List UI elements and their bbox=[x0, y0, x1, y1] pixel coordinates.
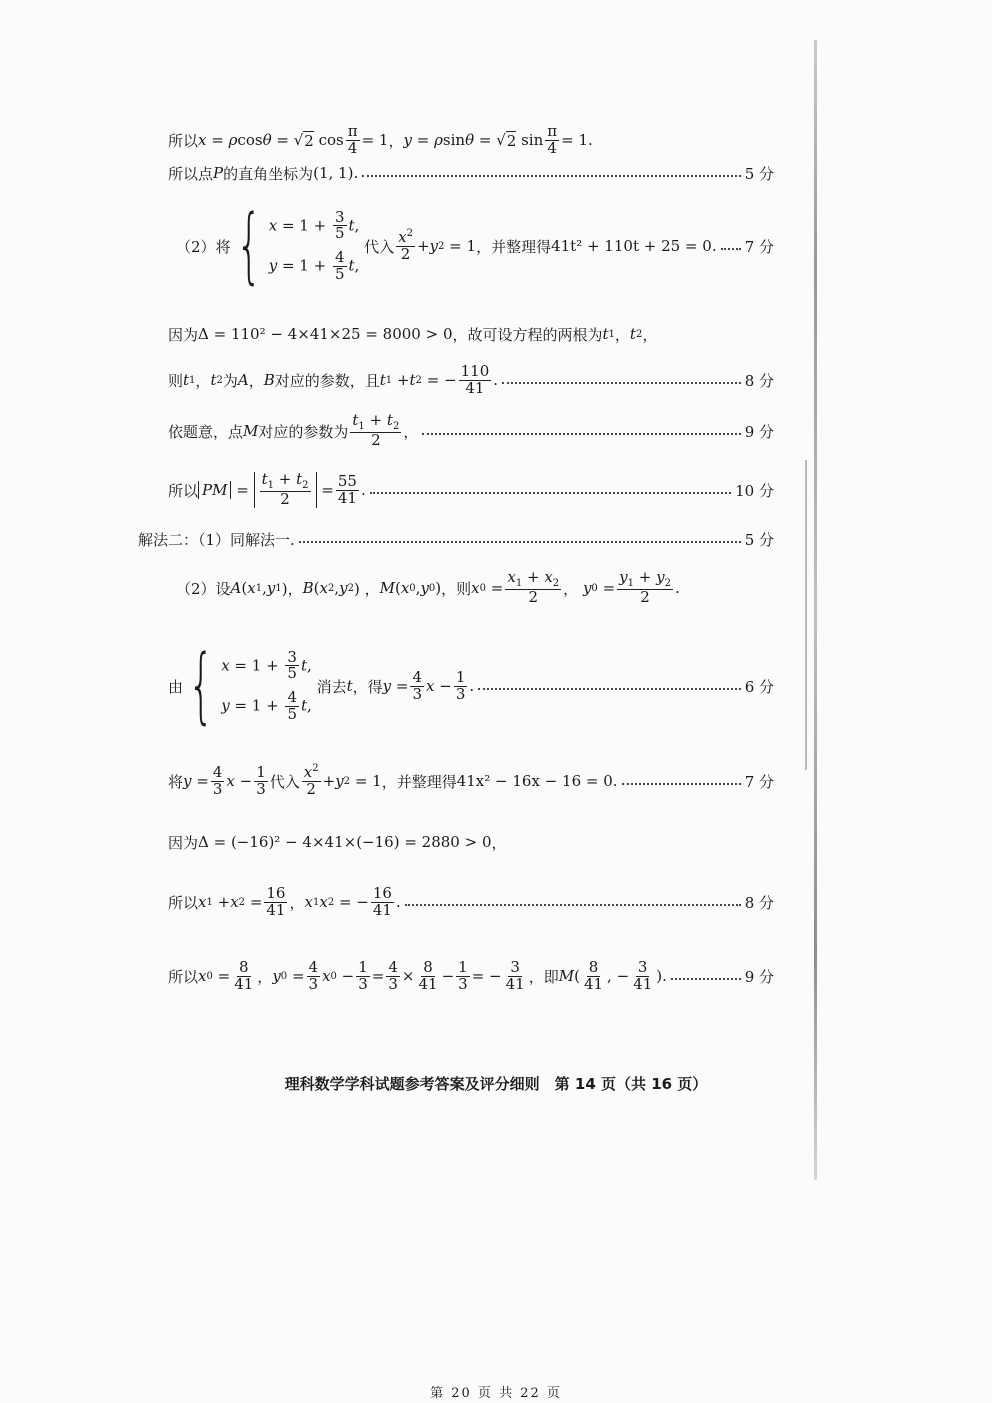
dot-leader bbox=[622, 783, 741, 785]
scan-edge-mark bbox=[805, 460, 807, 770]
line-4: 因为 Δ = 110² − 4×41×25 = 8000 > 0 ，故可设方程的两根为 t 1 ， t 2 ， bbox=[168, 325, 658, 344]
line-3: （2）将 { x = 1 + $\frac{3}{5}$ t, y = 1 + $\frac{4}{5}$ t, 代入 $\frac{x^2}{2}$ + y 2 = 1 ，并整理得 41t² + 110t + 25 = 0 . 7 分 bbox=[176, 198, 774, 293]
line-6: 依题意，点 M 对应的参数为 $\frac{t_1 + t_2}{2}$ ， 9 分 bbox=[168, 410, 774, 450]
score: 9 分 bbox=[744, 967, 774, 986]
line-10: 由 { x = 1 + $\frac{3}{5}$ t, y = 1 + $\frac{4}{5}$ t, 消去 t ，得 y = $\frac{4}{3}$ x − $\frac{1}{3}$ . 6 分 bbox=[168, 638, 774, 733]
score: 7 分 bbox=[744, 772, 774, 791]
scan-edge bbox=[814, 40, 817, 1180]
score: 10 分 bbox=[735, 481, 774, 500]
dot-leader bbox=[422, 433, 740, 435]
dot-leader bbox=[671, 978, 741, 980]
line-1: 所以 x = ρ cos θ = √ 2 cos $\frac{\pi}{4}$ = 1 ， y = ρ sin θ = √ 2 sin $\frac{\pi}{4}$ = 1 . bbox=[168, 121, 593, 157]
score: 7 分 bbox=[744, 237, 774, 256]
score: 8 分 bbox=[744, 893, 774, 912]
dot-leader bbox=[478, 688, 741, 690]
line-7: 所以 PM = $\frac{t_1 + t_2}{2}$ = $\frac{55}{41}$ . 10 分 bbox=[168, 469, 774, 509]
dot-leader bbox=[721, 248, 741, 250]
dot-leader bbox=[370, 492, 731, 494]
dot-leader bbox=[299, 541, 741, 543]
line-12: 因为 Δ = (−16)² − 4×41×(−16) = 2880 > 0 ， bbox=[168, 833, 507, 852]
score: 5 分 bbox=[744, 530, 774, 549]
page-footer: 理科数学学科试题参考答案及评分细则 第 14 页（共 16 页） bbox=[284, 1075, 708, 1093]
line-14: 所以 x 0 = $\frac{8}{41}$ ， y 0 = $\frac{4}{3}$ x 0 − $\frac{1}{3}$ = $\frac{4}{3}$ × $\frac{8}{41}$ − $\frac{1}{3}$ = − $\frac{3}{41}$ ，即 M ( $\frac{8}{41}$ , − $\frac{3}{41}$ ) . 9 分 bbox=[168, 957, 774, 993]
dot-leader bbox=[502, 382, 741, 384]
line-2: 所以点 P 的直角坐标为 (1, 1) . 5 分 bbox=[168, 164, 774, 183]
score: 8 分 bbox=[744, 371, 774, 390]
score: 6 分 bbox=[744, 677, 774, 696]
line-13: 所以 x 1 + x 2 = $\frac{16}{41}$ ， x 1 x 2 = − $\frac{16}{41}$ . 8 分 bbox=[168, 883, 774, 919]
dot-leader bbox=[362, 175, 740, 177]
line-11: 将 y = $\frac{4}{3}$ x − $\frac{1}{3}$ 代入 $\frac{x^2}{2}$ + y 2 = 1 ，并整理得 41x² − 16x − 16 = 0 . 7 分 bbox=[168, 762, 774, 798]
line-5: 则 t 1 ， t 2 为 A ， B 对应的参数，且 t 1 + t 2 = − $\frac{110}{41}$ . 8 分 bbox=[168, 361, 774, 397]
line-9: （2）设 A ( x 1 , y 1 )， B ( x 2 , y 2 ) ， M ( x 0 , y 0 ) ，则 x 0 = $\frac{x_1 + x_2}{2}$ ， y 0 = $\frac{y_1 + y_2}{2}$ . bbox=[176, 567, 680, 607]
score: 5 分 bbox=[744, 164, 774, 183]
dot-leader bbox=[405, 904, 741, 906]
line-8: 解法二：（1）同解法一. 5 分 bbox=[138, 530, 774, 549]
page-number: 第 20 页 共 22 页 bbox=[430, 1386, 562, 1401]
score: 9 分 bbox=[744, 422, 774, 441]
